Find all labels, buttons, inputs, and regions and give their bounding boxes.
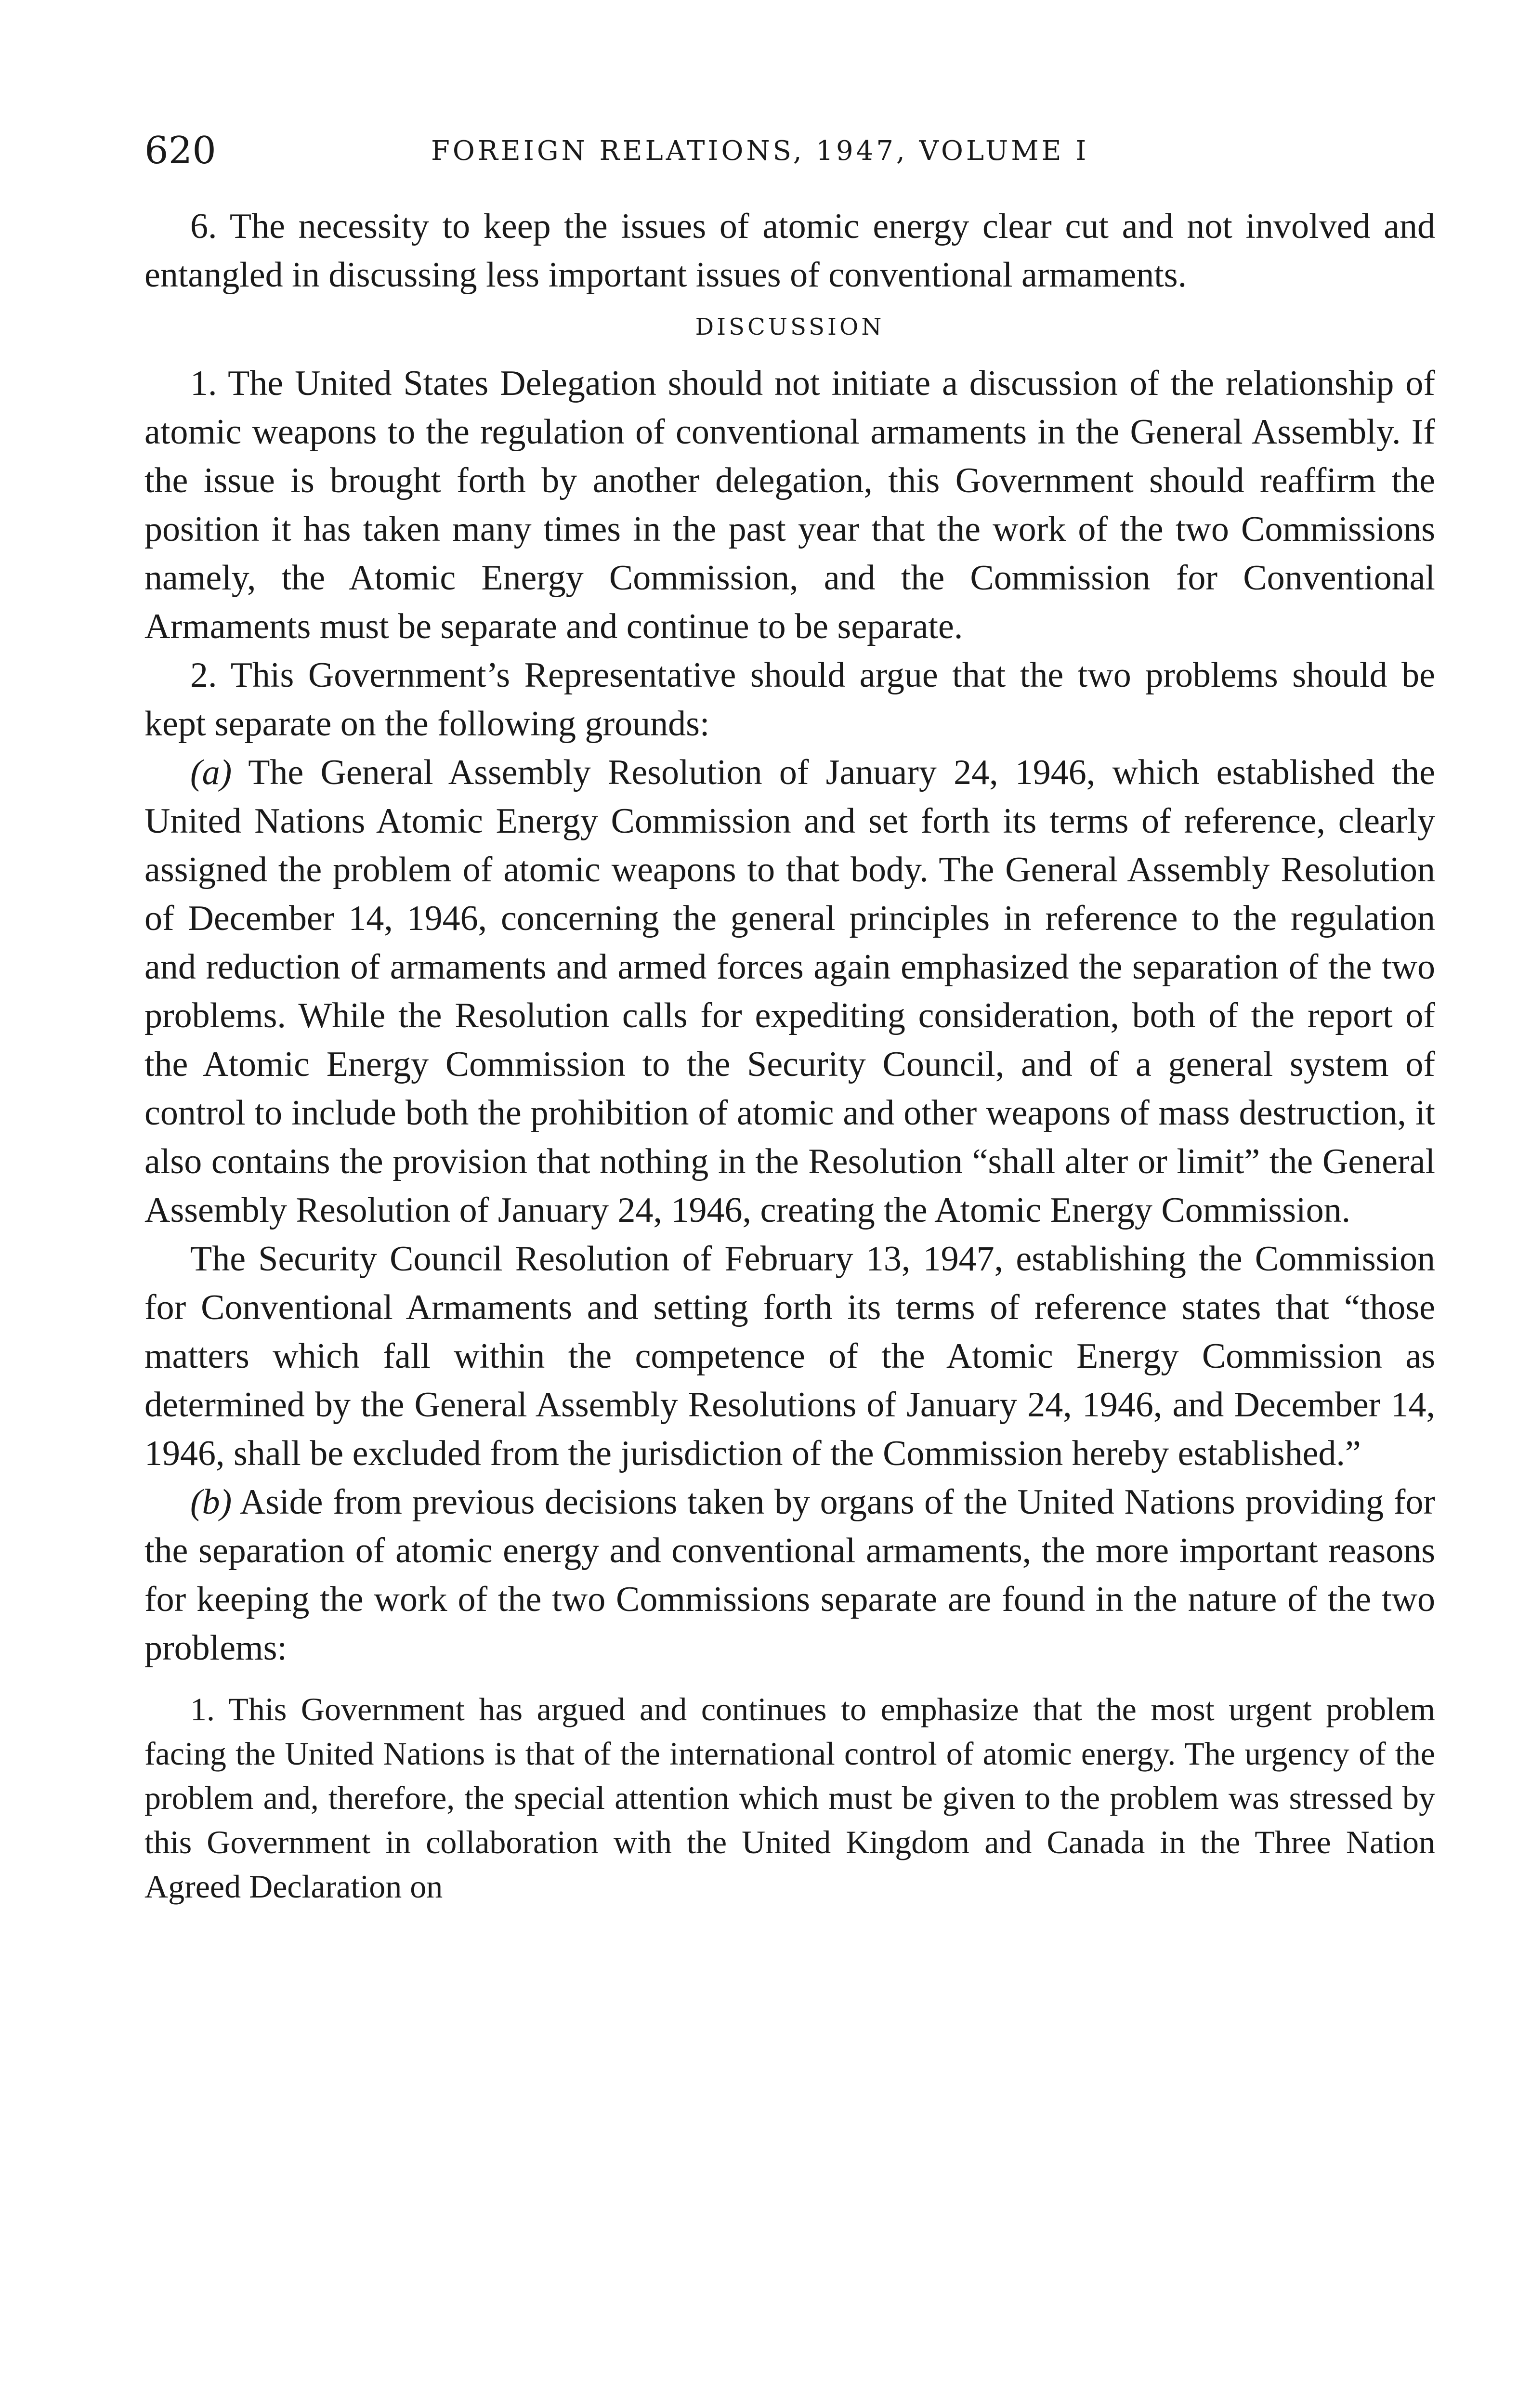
subparagraph-a: [144, 748, 1435, 1235]
paragraph-6: 6. The necessity to keep the issues of atomic energy clear cut and not involved and entangled in discussing less important issues of conventional armaments.: [144, 207, 1435, 295]
quoted-paragraph-1: 1. This Government has argued and continues to emphasize that the most urgent problem facing the United Nations is that of the international control of atomic energy. The urgency of the problem and, therefore, the special attention which must be given to the problem was stressed by this Government in collaboration with the United Kingdom and Canada in the Three Nation Agreed Declaration on: [144, 1691, 1435, 1905]
subparagraph-b-text: Aside from previous decisions taken by organs of the United Nations providing for the separation of atomic energy and conventional armaments, the more important reasons for keeping the work of the two Commissions separate are found in the nature of the two problems:: [144, 1482, 1435, 1668]
quoted-block: [144, 1687, 1435, 1909]
running-head: [144, 124, 1454, 177]
discussion-paragraph-2: 2. This Government’s Representative should argue that the two problems should be kept separate on the following grounds:: [144, 655, 1435, 744]
section-heading: DISCUSSION: [695, 314, 885, 340]
page-number: 620: [144, 129, 216, 172]
discussion-paragraph-1: 1. The United States Delegation should not initiate a discussion of the relationship of atomic weapons to the regulation of conventional armaments in the General Assembly. If the issue is brought forth by another delegation, this Government should reaffirm the position it has taken many times in the past year that the work of the two Commissions namely, the Atomic Energy Commission, and the Commission for Conventional Armaments must be separate and continue to be separate.: [144, 364, 1435, 646]
subparagraph-b-label: (b): [190, 1482, 232, 1522]
subparagraph-a-text: The General Assembly Resolution of January 24, 1946, which established the United Nations Atomic Energy Commission and set forth its terms of reference, clearly assigned the problem of atomic weapons to that body. The General Assembly Resolution of December 14, 1946, concerning the general principles in reference to the regulation and reduction of armaments and armed forces again emphasized the separation of the two problems. While the Resolution calls for expediting consideration, both of the report of the Atomic Energy Commission to the Security Council, and of a general system of control to include both the prohibition of atomic and other weapons of mass destruction, it also contains the provision that nothing in the Resolution “shall alter or limit” the General Assembly Resolution of January 24, 1946, creating the Atomic Energy Commission.: [144, 753, 1435, 1230]
body-text: [144, 202, 1435, 1909]
subparagraph-a-label: (a): [190, 753, 232, 792]
subparagraph-b: [144, 1478, 1435, 1673]
security-council-paragraph: The Security Council Resolution of February 13, 1947, establishing the Commission for Conventional Armaments and setting forth its terms of reference states that “those matters which fall within the competence of the Atomic Energy Commission as determined by the General Assembly Resolutions of January 24, 1946, and December 14, 1946, shall be excluded from the jurisdiction of the Commission hereby established.”: [144, 1239, 1435, 1473]
running-title: FOREIGN RELATIONS, 1947, VOLUME I: [431, 135, 1089, 167]
